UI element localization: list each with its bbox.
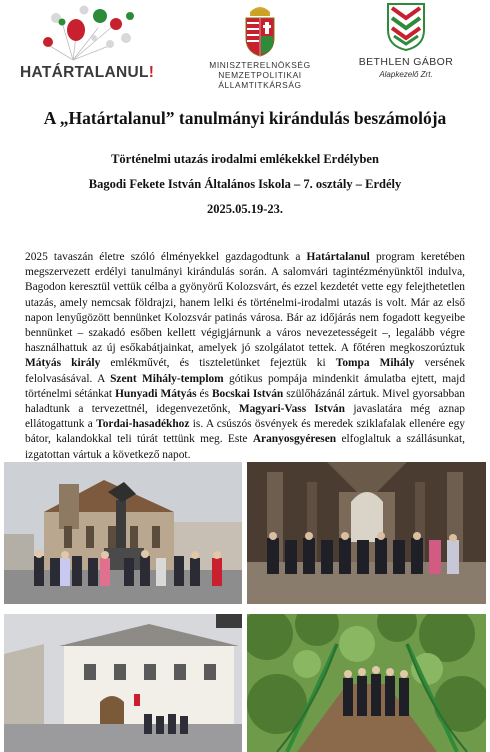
bold-term: Tompa Mihály [335,357,415,370]
text-run: emlékművét, és tiszteletünket fejeztük ki [100,357,336,370]
text-run: szülőházánál zártuk. Mivel gyorsabban haladtunk a tervezettnél, idegenvezetőnk, [25,387,465,416]
ministry-logo [180,2,340,88]
text-run: versének felolvasásával. A [25,357,466,385]
bold-term: Bocskai István [211,387,284,400]
subtitle-trip: Történelmi utazás irodalmi emlékekkel Erdélyben [111,152,379,166]
bold-term: Mátyás király [25,357,101,370]
photo-suspension-bridge [247,614,486,752]
bethlen-subtitle: Alapkezelő Zrt. [379,70,433,79]
photo-matyas-statue [4,462,242,604]
trip-date: 2025.05.19-23. [206,202,284,216]
text-run: és [196,387,212,400]
coat-of-arms-icon [240,2,280,58]
document-title: A „Határtalanul” tanulmányi kirándulás beszámolója [43,108,447,128]
bethlen-name: BETHLEN GÁBOR [358,56,454,68]
text-run: program keretében megszervezett erdélyi tanulmányi kirándulás során. A salomvári tagintézményünktől indulva, Bagodon keresztül vettük célba a gyönyörű Kolozsvárt, és ezzel kezdetét vette egy felejthetetlen utazás, amely nemcsak földrajzi, hanem lelki és történelmi-irodalmi utazás is volt. Már az első napon lenyűgözött bennünket Kolozsvár patinás városa. Bár az időjárás nem fogadott kegyeibe bennünket – szakadó esőben kellett végigjárnunk a város nevezetességeit –, legalább végre használhattuk az új esőkabátjainkat, amelyek jó szolgálatot tettek. A főtéren megkoszorúztuk [25,251,465,355]
text-run: 2025 tavaszán életre szóló élményekkel gazdagodtunk a [25,251,307,263]
bold-term: Magyari-Vass István [238,403,345,416]
bold-term: Határtalanul [306,251,370,263]
text-run: is. A csúszós ösvények és meredek sziklafalak ellenére egy bátor, kalandokkal teli túrát tettünk meg. Este [25,418,465,446]
bold-term: Tordai-hasadékhoz [96,418,190,431]
ministry-name: MINISZTERELNÖKSÉG NEMZETPOLITIKAI ÁLLAMTITKÁRSÁG [209,60,311,90]
bold-term: Szent Mihály-templom [110,372,224,385]
photo-matyas-birthplace [4,614,242,752]
text-run: elfoglaltuk a szállásunkat, izgatottan vártuk a következő napot. [25,433,465,461]
balloons-icon [18,2,168,64]
hatartalanul-logo [18,2,168,88]
logo-bar [0,0,490,92]
bold-term: Aranyosgyéresen [252,433,337,446]
bold-term: Hunyadi Mátyás [115,387,197,400]
bethlen-gabor-logo [356,2,456,88]
subtitle-school: Bagodi Fekete István Általános Iskola – 7. osztály – Erdély [88,177,402,191]
report-paragraph [25,250,465,463]
hatartalanul-wordmark: HATÁRTALANUL! [20,64,155,81]
bethlen-shield-icon [386,2,426,52]
photo-st-michael-church [247,462,486,604]
text-run: javaslatára még aznap ellátogattunk a [25,403,465,431]
text-run: gótikus pompája mindenkit ámulatba ejtett, majd történelmi sétánkat [25,372,466,400]
